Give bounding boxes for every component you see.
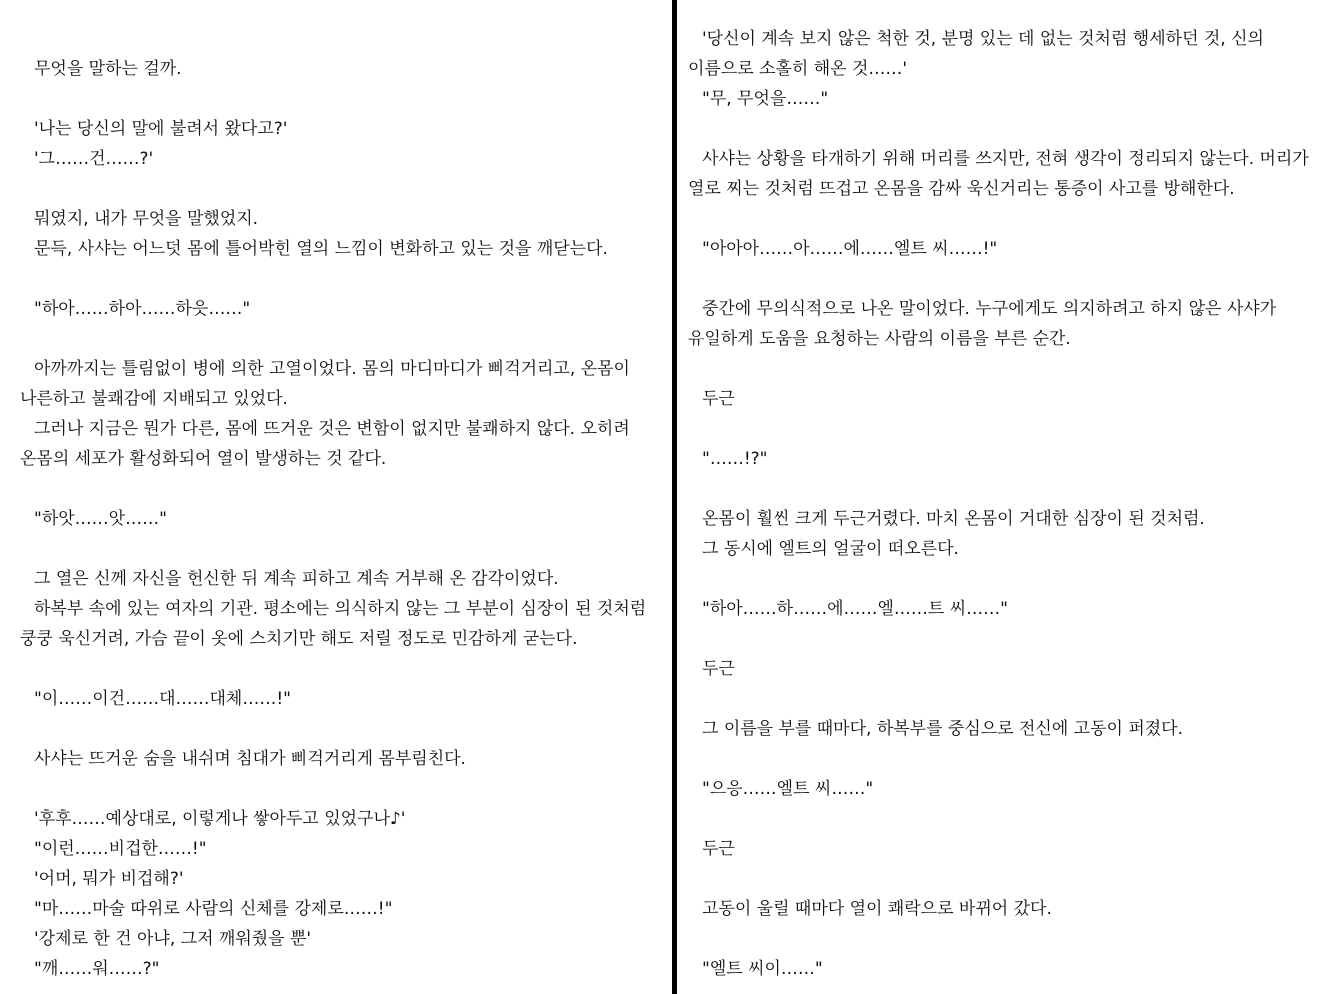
text-line: 뭐였지, 내가 무엇을 말했었지. [34, 209, 259, 229]
text-line: 사샤는 상황을 타개하기 위해 머리를 쓰지만, 전혀 생각이 정리되지 않는다. 머리가 [702, 149, 1309, 169]
text-line: 무엇을 말하는 걸까. [34, 59, 182, 79]
text-line: 이름으로 소홀히 해온 것……' [688, 59, 908, 79]
left-page [0, 54, 670, 994]
page-divider [672, 0, 677, 994]
text-block [688, 594, 1341, 624]
text-line: '그……건……?' [34, 149, 154, 169]
text-line: "이런……비겁한……!" [34, 839, 207, 859]
text-line: "하아……하아……하읏……" [34, 299, 251, 319]
text-line: '후후……예상대로, 이렇게나 쌓아두고 있었구나♪' [34, 809, 406, 829]
text-line: '나는 당신의 말에 불려서 왔다고?' [34, 119, 288, 139]
text-block [20, 564, 670, 654]
text-line: 두근 [702, 839, 735, 859]
text-line: 두근 [702, 659, 735, 679]
text-block [688, 954, 1341, 984]
text-line: "깨……워……?" [34, 959, 160, 979]
text-line: 고동이 울릴 때마다 열이 쾌락으로 바뀌어 갔다. [702, 899, 1052, 919]
text-block [688, 504, 1341, 564]
text-block [20, 684, 670, 714]
text-line: "마……마술 따위로 사람의 신체를 강제로……!" [34, 899, 393, 919]
text-block [688, 294, 1341, 354]
text-block [688, 654, 1341, 684]
text-block [688, 444, 1341, 474]
text-block [688, 384, 1341, 414]
text-line: 그 이름을 부를 때마다, 하복부를 중심으로 전신에 고동이 퍼졌다. [702, 719, 1184, 739]
text-block [688, 894, 1341, 924]
text-line: 나른하고 불쾌감에 지배되고 있었다. [20, 389, 288, 409]
text-line: 쿵쿵 욱신거려, 가슴 끝이 옷에 스치기만 해도 저릴 정도로 민감하게 굳는다. [20, 629, 578, 649]
text-line: 열로 찌는 것처럼 뜨겁고 온몸을 감싸 욱신거리는 통증이 사고를 방해한다. [688, 179, 1235, 199]
text-line: "……!?" [702, 449, 768, 469]
text-block [688, 24, 1341, 114]
text-line: 사샤는 뜨거운 숨을 내쉬며 침대가 삐걱거리게 몸부림친다. [34, 749, 466, 769]
text-line: "이……이건……대……대체……!" [34, 689, 291, 709]
text-line: 그러나 지금은 뭔가 다른, 몸에 뜨거운 것은 변함이 없지만 불쾌하지 않다. 오히려 [34, 419, 630, 439]
text-line: 문득, 사샤는 어느덧 몸에 틀어박힌 열의 느낌이 변화하고 있는 것을 깨닫는다. [34, 239, 608, 259]
text-line: "무, 무엇을……" [702, 89, 829, 109]
text-line: '강제로 한 건 아냐, 그저 깨워줬을 뿐' [34, 929, 312, 949]
text-block [688, 834, 1341, 864]
text-block [20, 114, 670, 174]
right-page [678, 24, 1341, 994]
text-line: '당신이 계속 보지 않은 척한 것, 분명 있는 데 없는 것처럼 행세하던 것, 신의 [702, 29, 1264, 49]
text-block [20, 354, 670, 474]
text-line: 그 동시에 엘트의 얼굴이 떠오른다. [702, 539, 959, 559]
text-line: 온몸이 훨씬 크게 두근거렸다. 마치 온몸이 거대한 심장이 된 것처럼. [702, 509, 1205, 529]
text-block [20, 504, 670, 534]
text-line: 온몸의 세포가 활성화되어 열이 발생하는 것 같다. [20, 449, 387, 469]
text-line: "엘트 씨이……" [702, 959, 823, 979]
text-block [20, 54, 670, 84]
text-line: 두근 [702, 389, 735, 409]
text-line: "하앗……앗……" [34, 509, 167, 529]
text-line: 하복부 속에 있는 여자의 기관. 평소에는 의식하지 않는 그 부분이 심장이 된 것처럼 [34, 599, 647, 619]
text-line: "으응……엘트 씨……" [702, 779, 874, 799]
text-line: "아아아……아……에……엘트 씨……!" [702, 239, 998, 259]
text-block [688, 714, 1341, 744]
text-block [688, 144, 1341, 204]
text-line: "하아……하……에……엘……트 씨……" [702, 599, 1008, 619]
text-line: 중간에 무의식적으로 나온 말이었다. 누구에게도 의지하려고 하지 않은 사샤가 [702, 299, 1277, 319]
text-block [688, 234, 1341, 264]
text-line: 그 열은 신께 자신을 헌신한 뒤 계속 피하고 계속 거부해 온 감각이었다. [34, 569, 559, 589]
text-line: 아까까지는 틀림없이 병에 의한 고열이었다. 몸의 마디마디가 삐걱거리고, 온몸이 [34, 359, 630, 379]
text-block [20, 294, 670, 324]
text-block [20, 804, 670, 984]
text-line: '어머, 뭐가 비겁해?' [34, 869, 184, 889]
text-block [20, 744, 670, 774]
text-block [688, 774, 1341, 804]
text-line: 유일하게 도움을 요청하는 사람의 이름을 부른 순간. [688, 329, 1071, 349]
text-block [20, 204, 670, 264]
